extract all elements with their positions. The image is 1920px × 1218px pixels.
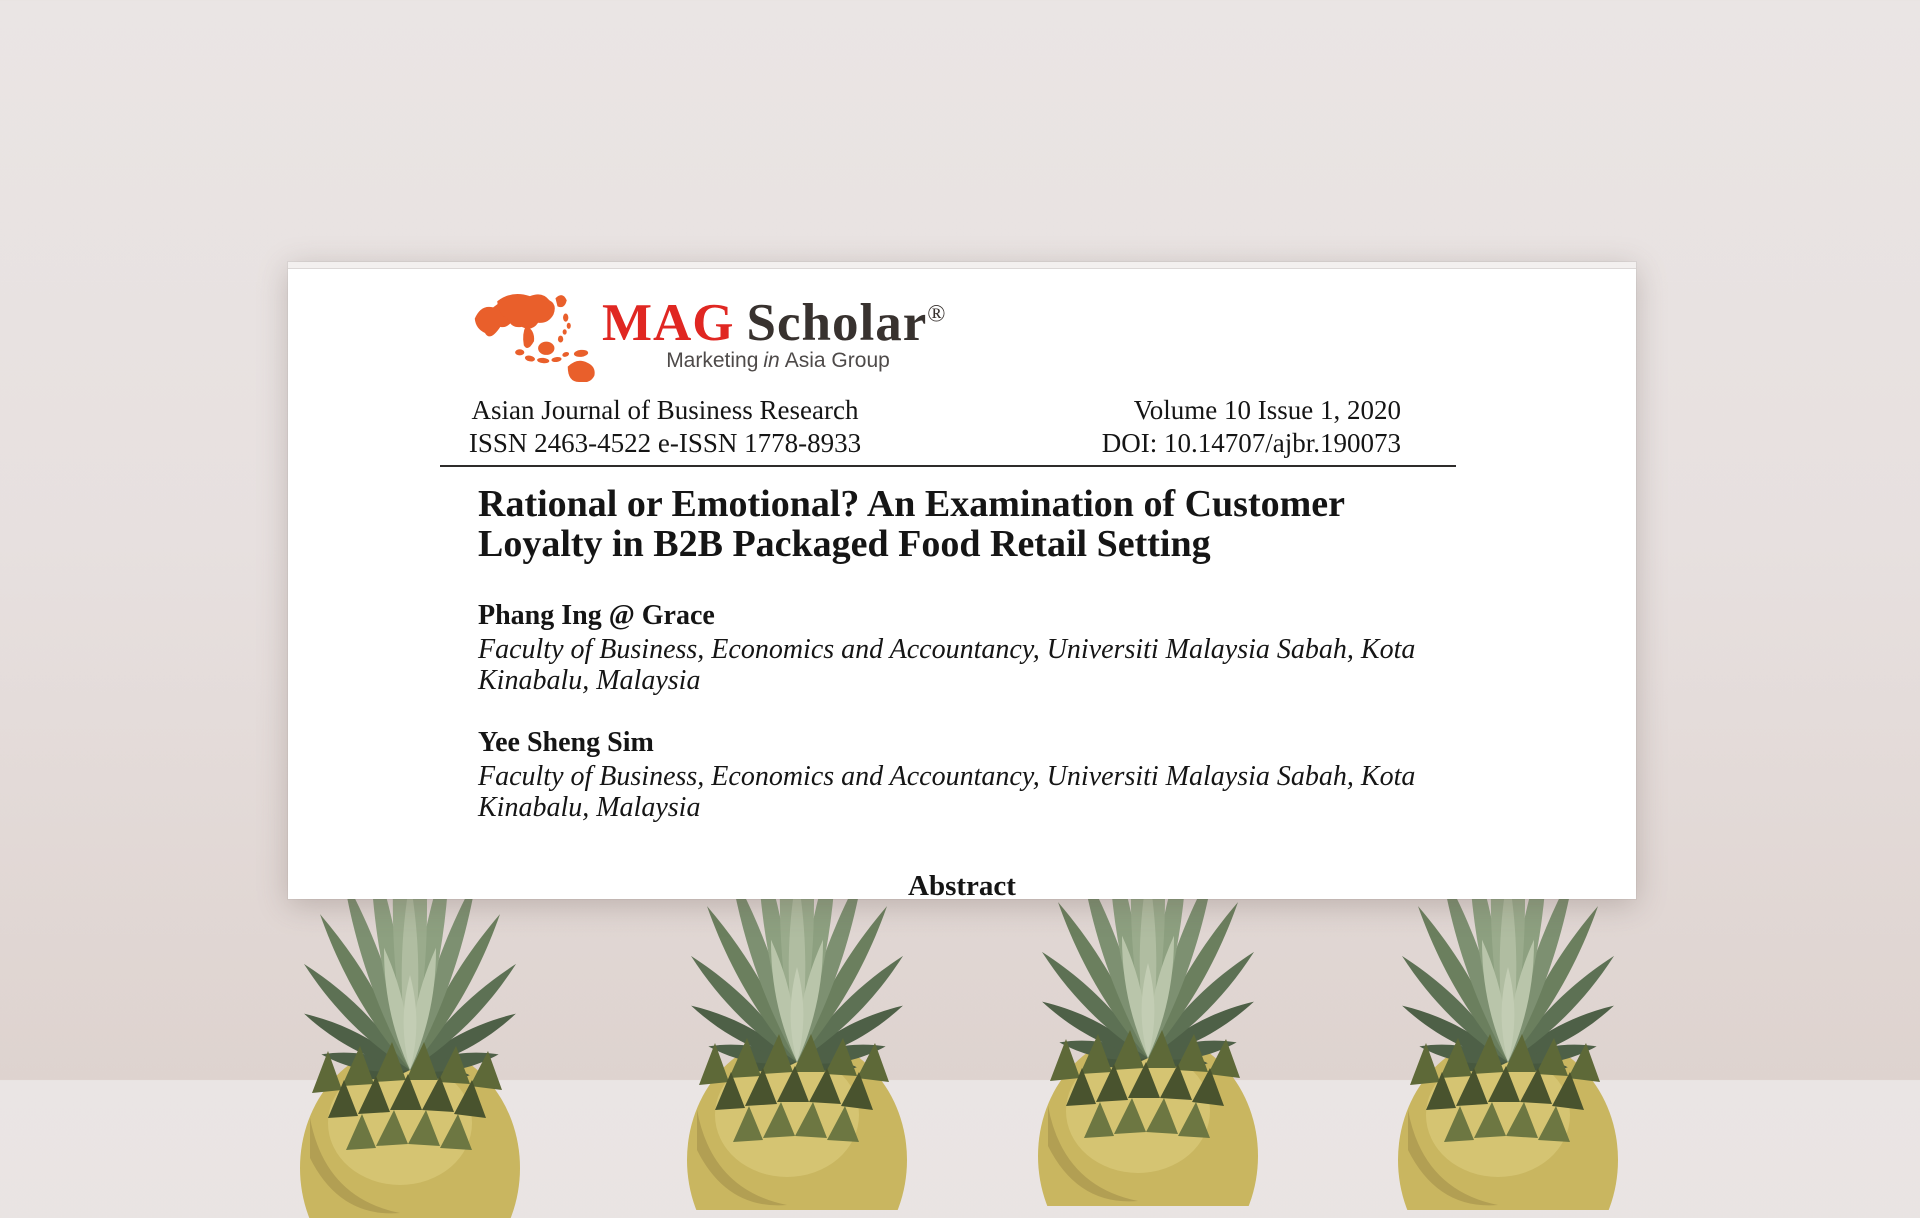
article-title-line2: Loyalty in B2B Packaged Food Retail Setting bbox=[478, 523, 1211, 565]
volume-issue: Volume 10 Issue 1, 2020 bbox=[1133, 395, 1401, 425]
brand-logo-text bbox=[602, 294, 947, 352]
abstract-heading: Abstract bbox=[908, 870, 1016, 899]
author-affiliation-line1: Faculty of Business, Economics and Accountancy, Universiti Malaysia Sabah, Kota bbox=[478, 761, 1416, 792]
brand-tagline: Marketing in Asia Group bbox=[666, 349, 890, 372]
author-name: Phang Ing @ Grace bbox=[478, 600, 715, 631]
paper-top-edge bbox=[288, 262, 1636, 269]
journal-paper-page bbox=[288, 262, 1636, 899]
author-block bbox=[478, 727, 1508, 823]
journal-issn: ISSN 2463-4522 e-ISSN 1778-8933 bbox=[468, 428, 862, 458]
author-name: Yee Sheng Sim bbox=[478, 727, 654, 758]
article-title bbox=[478, 484, 1378, 564]
brand-mag: MAG bbox=[602, 294, 735, 352]
author-affiliation-line2: Kinabalu, Malaysia bbox=[478, 792, 701, 823]
registered-mark-icon: ® bbox=[927, 301, 947, 328]
article-title-line1: Rational or Emotional? An Examination of Customer bbox=[478, 483, 1346, 525]
header-divider bbox=[440, 465, 1456, 467]
asia-map-icon bbox=[466, 288, 600, 382]
author-block bbox=[478, 600, 1508, 696]
brand-scholar: Scholar bbox=[746, 294, 928, 352]
author-affiliation-line2: Kinabalu, Malaysia bbox=[478, 665, 701, 696]
journal-identity bbox=[440, 394, 890, 460]
issue-identity bbox=[881, 394, 1401, 460]
author-affiliation-line1: Faculty of Business, Economics and Accountancy, Universiti Malaysia Sabah, Kota bbox=[478, 634, 1416, 665]
journal-name: Asian Journal of Business Research bbox=[471, 395, 859, 425]
doi: DOI: 10.14707/ajbr.190073 bbox=[1101, 428, 1401, 458]
